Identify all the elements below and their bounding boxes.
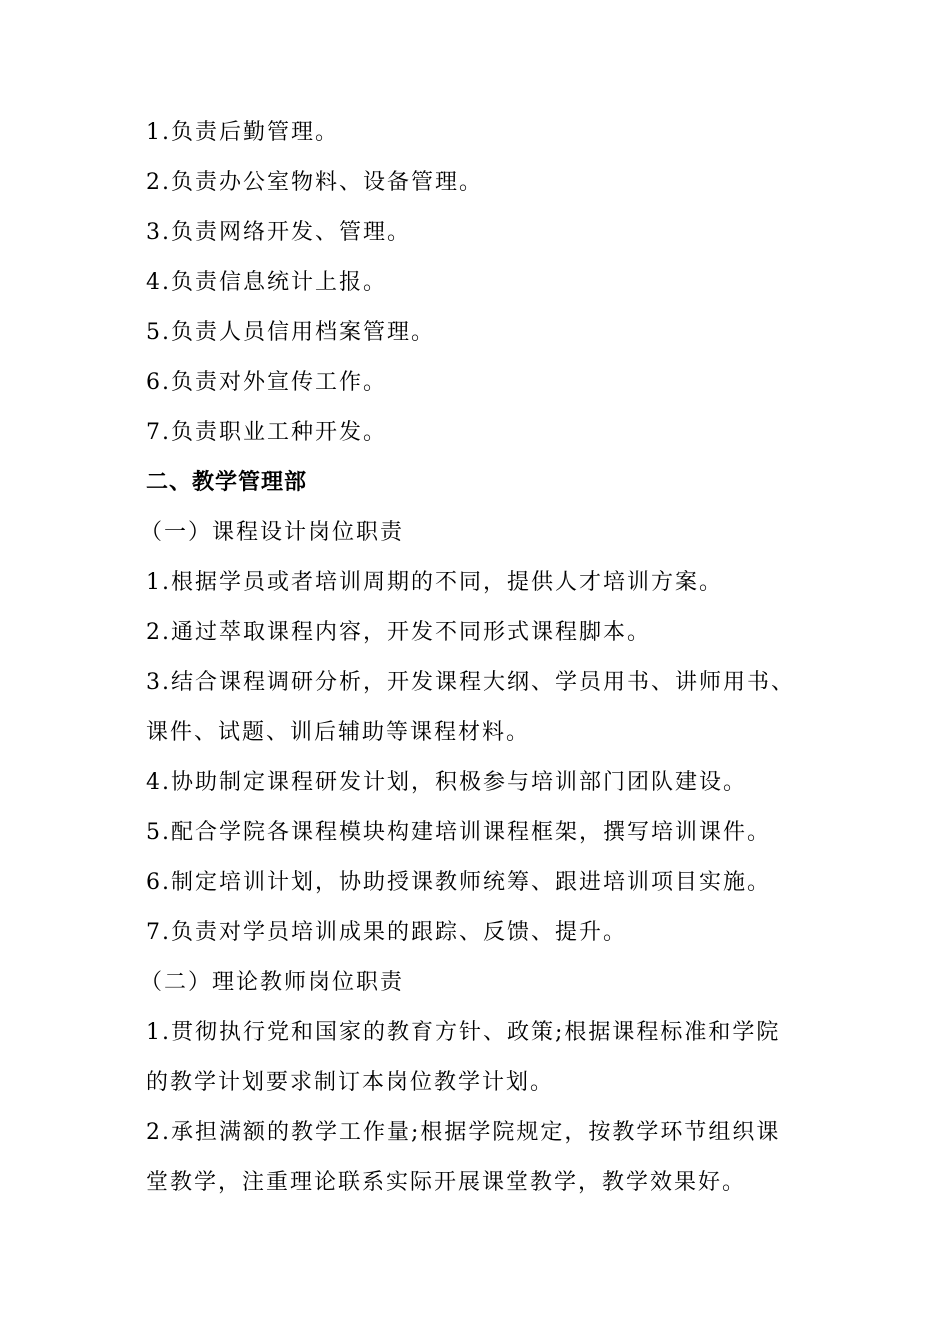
list-item: 5.配合学院各课程模块构建培训课程框架，撰写培训课件。 bbox=[146, 820, 771, 845]
list-item: 1.负责后勤管理。 bbox=[146, 120, 339, 145]
list-item: 3.结合课程调研分析，开发课程大纲、学员用书、讲师用书、 bbox=[146, 670, 795, 695]
list-item: 1.根据学员或者培训周期的不同，提供人才培训方案。 bbox=[146, 570, 723, 595]
list-item: 4.负责信息统计上报。 bbox=[146, 270, 387, 295]
list-item: 6.负责对外宣传工作。 bbox=[146, 370, 387, 395]
list-item: 7.负责职业工种开发。 bbox=[146, 420, 387, 445]
list-item-continuation: 课件、试题、训后辅助等课程材料。 bbox=[146, 720, 531, 745]
subsection-heading: （二）理论教师岗位职责 bbox=[140, 970, 405, 995]
document-body bbox=[140, 108, 816, 1208]
list-item: 2.负责办公室物料、设备管理。 bbox=[146, 170, 483, 195]
list-item: 1.贯彻执行党和国家的教育方针、政策;根据课程标准和学院 bbox=[146, 1020, 781, 1045]
list-item: 6.制定培训计划，协助授课教师统筹、跟进培训项目实施。 bbox=[146, 870, 771, 895]
section-heading: 二、教学管理部 bbox=[146, 470, 308, 495]
list-item: 2.通过萃取课程内容，开发不同形式课程脚本。 bbox=[146, 620, 651, 645]
list-item: 4.协助制定课程研发计划，积极参与培训部门团队建设。 bbox=[146, 770, 747, 795]
list-item: 7.负责对学员培训成果的跟踪、反馈、提升。 bbox=[146, 920, 627, 945]
list-item: 2.承担满额的教学工作量;根据学院规定，按教学环节组织课 bbox=[146, 1120, 781, 1145]
subsection-heading: （一）课程设计岗位职责 bbox=[140, 520, 405, 545]
list-item: 5.负责人员信用档案管理。 bbox=[146, 320, 435, 345]
list-item-continuation: 的教学计划要求制订本岗位教学计划。 bbox=[146, 1070, 555, 1095]
list-item-continuation: 堂教学，注重理论联系实际开展课堂教学，教学效果好。 bbox=[146, 1170, 747, 1195]
list-item: 3.负责网络开发、管理。 bbox=[146, 220, 411, 245]
